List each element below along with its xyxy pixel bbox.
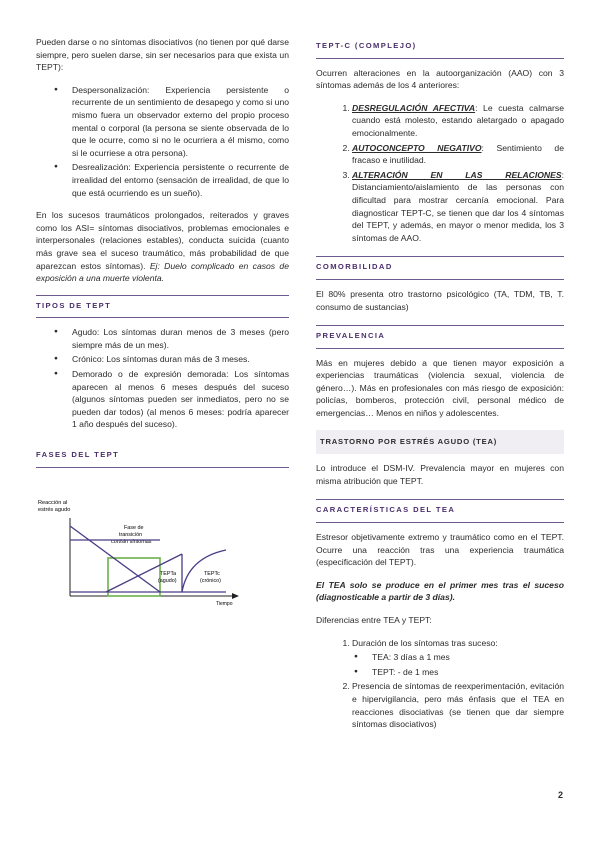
section-title-comorbilidad: COMORBILIDAD: [316, 256, 564, 280]
list-item: ● TEA: 3 días a 1 mes: [372, 651, 564, 664]
phase-label-3: con/sin síntomas: [111, 538, 152, 545]
right-column: [316, 36, 564, 741]
list-item: [352, 142, 564, 167]
list-item: [352, 637, 564, 679]
section-title-prevalencia: PREVALENCIA: [316, 325, 564, 349]
x-axis-arrow: [232, 593, 239, 599]
item-text: Duración de los síntomas tras suceso:: [352, 637, 498, 648]
acute-label-2: (agudo): [158, 577, 177, 584]
differences-intro: Diferencias entre TEA y TEPT:: [316, 615, 432, 625]
list-item: ● Agudo: Los síntomas duran menos de 3 meses (pero siempre más de un mes).: [72, 326, 289, 351]
chronic-label-1: TEPTc: [204, 570, 220, 577]
prolonged-text: En los sucesos traumáticos prolongados, reiterados y graves como los ASI= síntomas disociativos, problemas emocionales e interpersonales (relaciones estables), conducta suicida (cuanto más grave sea el suceso traumático, más probabilidad de que aparezcan estos síntomas).: [36, 210, 289, 271]
comorbilidad-text: El 80% presenta otro trastorno psicológico (TA, TDM, TB, T. consumo de sustancias): [316, 288, 564, 312]
section-title-tea: TRASTORNO POR ESTRÉS AGUDO (TEA): [316, 430, 564, 455]
list-item: [352, 169, 564, 245]
item-heading: ALTERACIÓN EN LAS RELACIONES: [352, 169, 562, 180]
teptc-list: [316, 102, 564, 245]
item-body: : Distanciamiento/aislamiento de las personas con dificultad para mostrar cercanía emocional. Para diagnosticar TEPT-C, se tienen que dar los 4 síntomas del TEPT, y además, en mayor o menor medida, los 3 síntomas de AAO.: [352, 169, 564, 243]
item-body: : Le cuesta calmarse cuando está molesto, estando aletargado o apagado emocionalmente.: [352, 102, 564, 138]
item-heading: DESREGULACIÓN AFECTIVA: [352, 102, 476, 113]
list-item: ● Desrealización: Experiencia persistente o recurrente de irrealidad del entorno (sensación de irrealidad, de que lo que está ocurriendo es un sueño).: [72, 161, 289, 199]
phases-diagram: [36, 500, 289, 610]
caracteristicas-text: Estresor objetivamente extremo y traumático como en el TEPT. Ocurre una reacción tras una experiencia traumática (especificación del TEPT).: [316, 532, 564, 568]
section-title-caracteristicas: CARACTERÍSTICAS DEL TEA: [316, 499, 564, 523]
list-item: ● Demorado o de expresión demorada: Los síntomas aparecen al menos 6 meses después del suceso (algunos síntomas pueden ser inmediatos, pero no se pueden dar todos) (al menos 6 meses: podría aparecer 1 año después del suceso).: [72, 368, 289, 431]
y-label-line-2: estrés agudo: [38, 506, 71, 513]
left-column: [36, 36, 289, 610]
section-title-teptc: TEPT-C (COMPLEJO): [316, 36, 564, 59]
prolonged-example: Ej: Duelo complicado en casos de exposición a una muerte violenta.: [36, 260, 289, 284]
page-number: 2: [557, 790, 563, 801]
intro-paragraph: Pueden darse o no síntomas disociativos (no tienen por qué darse siempre, pero suelen darse, sin ser necesarios para que exista un TEPT):: [36, 37, 289, 73]
transition-box: [108, 558, 160, 596]
y-label-line-1: Reacción al: [38, 499, 68, 506]
caracteristicas-highlight: El TEA solo se produce en el primer mes tras el suceso (diagnosticable a partir de 3 días).: [316, 579, 564, 603]
prolonged-paragraph: [36, 209, 289, 285]
phase-label-2: transición: [119, 531, 143, 538]
decreasing-line: [70, 526, 160, 592]
chronic-label-2: (crónico): [200, 577, 221, 584]
teptc-intro: Ocurren alteraciones en la autoorganización (AAO) con 3 síntomas además de los 4 anteriores:: [316, 67, 564, 91]
phase-label-1: Fase de: [124, 524, 144, 531]
acute-label-1: TEPTa: [160, 570, 177, 577]
section-title-fases: FASES DEL TEPT: [36, 445, 289, 468]
prevalencia-text: Más en mujeres debido a que tienen mayor exposición a experiencias traumáticas (violencia sexual, violencia de género…). Más en profesionales con más riesgo de exposición: policías, bomberos, protección civil, personal médico de emergencias… Menos en niños y adolescentes.: [316, 357, 564, 419]
tipos-list: [36, 326, 289, 431]
differences-list: [316, 637, 564, 731]
item-heading: AUTOCONCEPTO NEGATIVO: [352, 142, 482, 153]
list-item: ● Crónico: Los síntomas duran más de 3 meses.: [72, 353, 289, 366]
list-item: ● TEPT: - de 1 mes: [372, 666, 564, 679]
list-item: 2. Presencia de síntomas de reexperimentación, evitación e hipervigilancia, pero más énfasis que el TEA en reacciones disociativas (se tienen que dar siempre síntomas disociativos): [352, 680, 564, 730]
tea-text: Lo introduce el DSM-IV. Prevalencia mayor en mujeres con misma atribución que TEPT.: [316, 463, 564, 486]
item-body: : Sentimiento de fracaso e inutilidad.: [352, 142, 564, 166]
x-label: Tiempo: [216, 600, 233, 607]
dissociative-list: [36, 84, 289, 199]
list-item: ● Despersonalización: Experiencia persistente o recurrente de un sentimiento de desapego y como si uno mismo fuera un observador externo del propio proceso mental o corporal (la persona se siente observada de lo que le ocurre, como si no le ocurriera a él mismo, como si le ocurriese a otra persona).: [72, 84, 289, 160]
list-item: [352, 102, 564, 140]
section-title-tipos: TIPOS DE TEPT: [36, 295, 289, 319]
duration-list: [352, 651, 564, 678]
